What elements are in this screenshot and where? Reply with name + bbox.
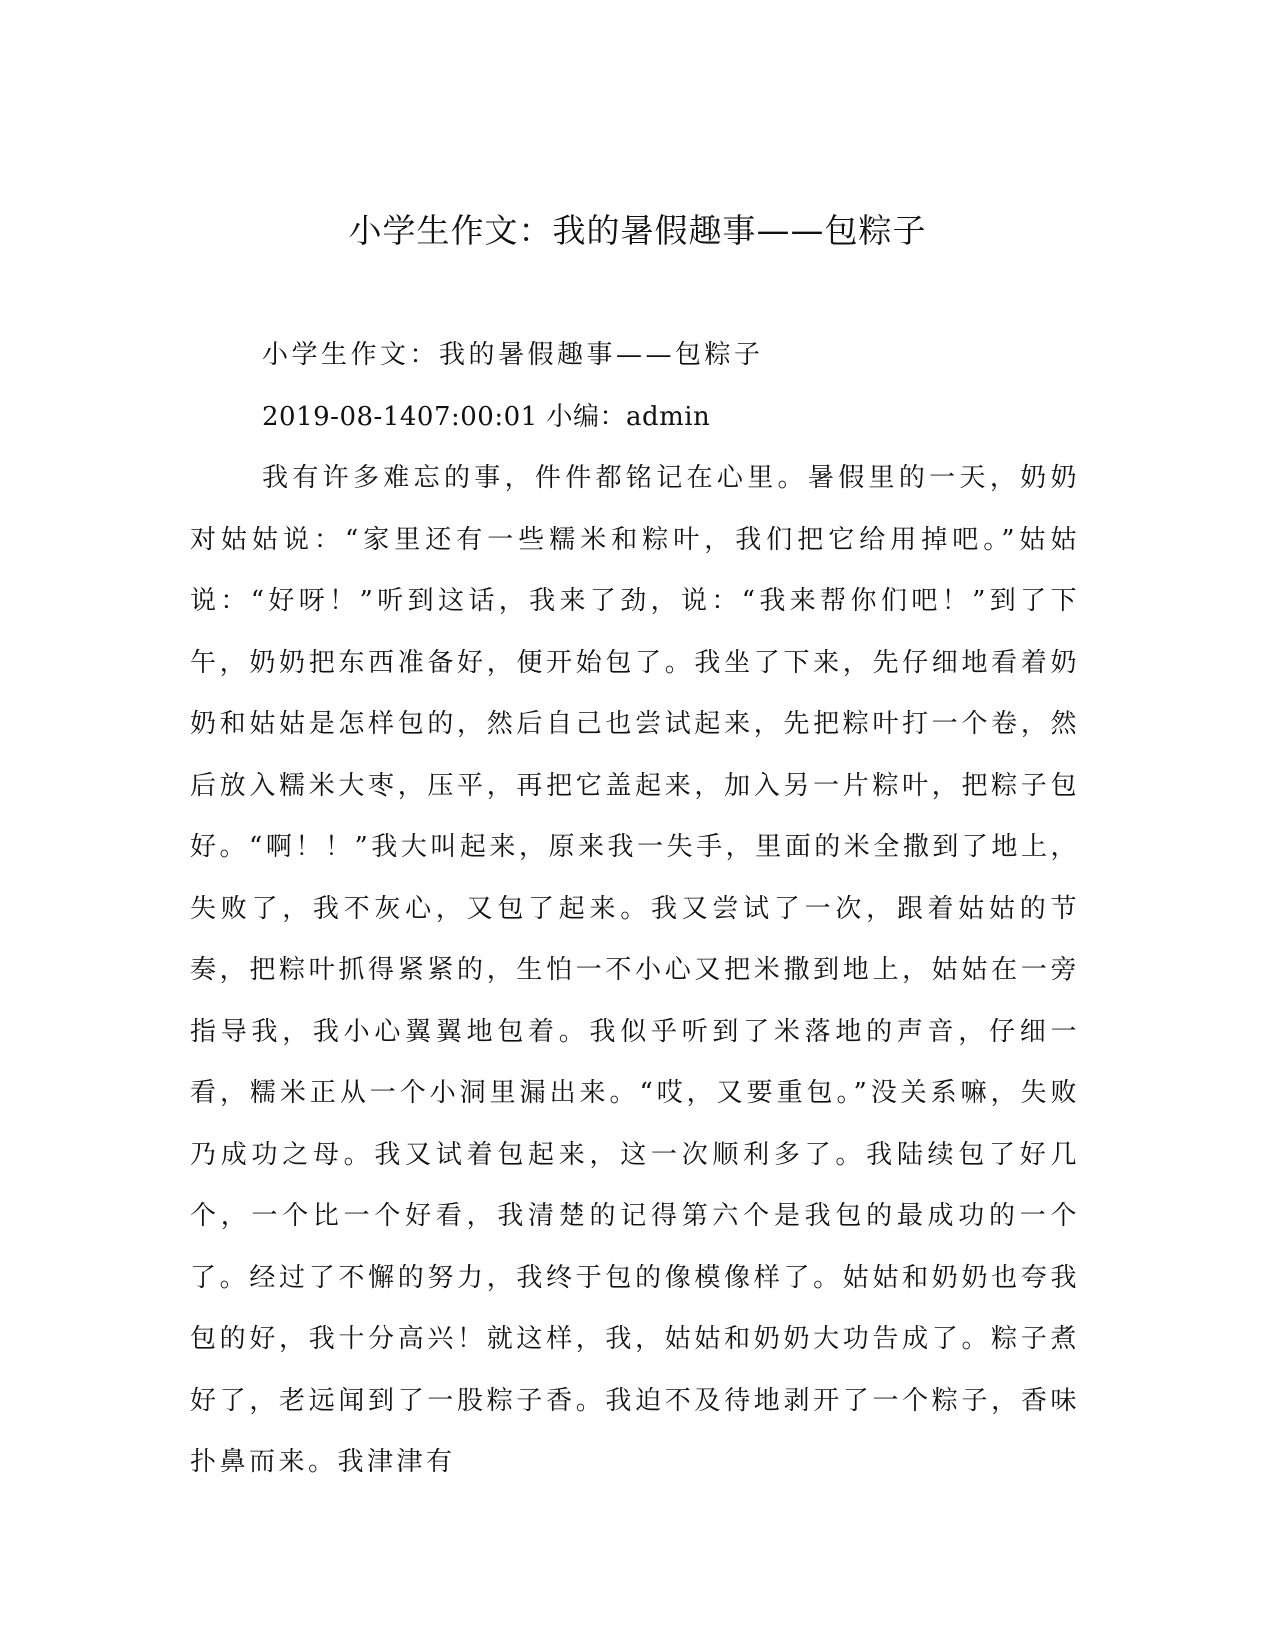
essay-subtitle: 小学生作文：我的暑假趣事——包粽子	[262, 340, 764, 370]
document-body	[190, 325, 1080, 1494]
essay-paragraph: 我有许多难忘的事，件件都铭记在心里。暑假里的一天，奶奶对姑姑说：“家里还有一些糯米和粽叶，我们把它给用掉吧。”姑姑说：“好呀！”听到这话，我来了劲，说：“我来帮你们吧！”到了下午，奶奶把东西准备好，便开始包了。我坐了下来，先仔细地看着奶奶和姑姑是怎样包的，然后自己也尝试起来，先把粽叶打一个卷，然后放入糯米大枣，压平，再把它盖起来，加入另一片粽叶，把粽子包好。“啊！！”我大叫起来，原来我一失手，里面的米全撒到了地上，失败了，我不灰心，又包了起来。我又尝试了一次，跟着姑姑的节奏，把粽叶抓得紧紧的，生怕一不小心又把米撒到地上，姑姑在一旁指导我，我小心翼翼地包着。我似乎听到了米落地的声音，仔细一看，糯米正从一个小洞里漏出来。“哎，又要重包。”没关系嘛，失败乃成功之母。我又试着包起来，这一次顺利多了。我陆续包了好几个，一个比一个好看，我清楚的记得第六个是我包的最成功的一个了。经过了不懈的努力，我终于包的像模像样了。姑姑和奶奶也夸我包的好，我十分高兴！就这样，我，姑姑和奶奶大功告成了。粽子煮好了，老远闻到了一股粽子香。我迫不及待地剥开了一个粽子，香味扑鼻而来。我津津有	[190, 463, 1080, 1477]
publish-meta: 2019-08-1407:00:01 小编：admin	[262, 401, 711, 432]
document-title: 小学生作文：我的暑假趣事——包粽子	[348, 211, 927, 250]
